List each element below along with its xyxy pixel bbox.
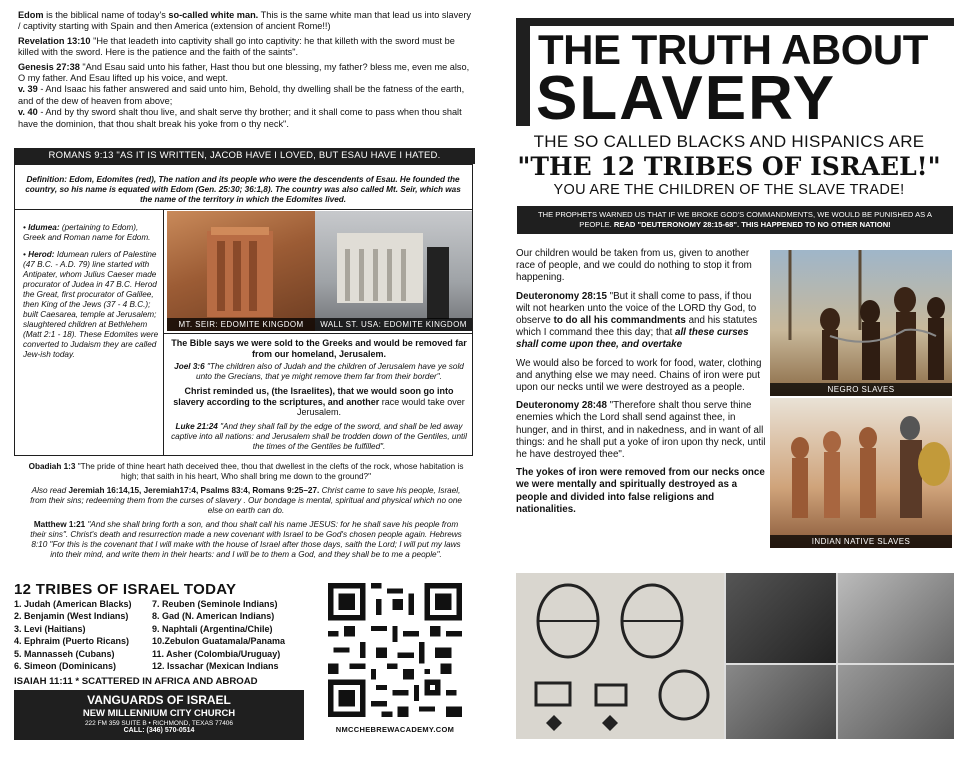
qr-code-image xyxy=(328,583,462,717)
work-text: We would also be forced to work for food, water, clothing and anything else we may need. Chains of iron were put upon our necks until we were destroyed as a people. xyxy=(516,357,762,394)
shackles-photo xyxy=(726,573,836,663)
negro-slaves-image xyxy=(770,250,952,396)
iron-masks-image xyxy=(516,573,724,739)
footer-phone: CALL: (346) 570-0514 xyxy=(123,727,195,734)
matthew-verse: Matthew 1:21 "And she shall bring forth a son, and thou shalt call his name JESUS: for he shall save his people from their sins". Christ's death and resurrection made a new covenant with Israel to be God's chosen people again. Hebrews 8:10 "For this is the covenant that I will make with the house of Israel after those days, saith the Lord; I will put my laws into their mind, and write them in their hearts: and I will be to them a God, and they shall be to me a people". xyxy=(30,520,462,559)
stock-exchange-drawing xyxy=(315,211,472,331)
footer-address: 222 FM 359 SUITE B • RICHMOND, TEXAS 77406 xyxy=(84,720,234,727)
tribe-item: 10.Zebulon Guatamala/Panama xyxy=(152,636,286,647)
romans-bar: ROMANS 9:13 "AS IT IS WRITTEN, JACOB HAVE I LOVED, BUT ESAU HAVE I HATED. xyxy=(14,148,475,164)
tribe-item: 3. Levi (Haitians) xyxy=(14,623,86,634)
footer-title: VANGUARDS OF ISRAEL xyxy=(87,693,231,707)
negro-slaves-caption: NEGRO SLAVES xyxy=(770,383,952,396)
column-divider xyxy=(163,209,164,455)
qr-url[interactable]: NMCCHEBREWACADEMY.COM xyxy=(335,725,455,734)
tribe-item: 2. Benjamin (West Indians) xyxy=(14,611,129,622)
title-frame xyxy=(516,18,954,133)
verse-39: v. 39 - And Isaac his father answered and said unto him, Behold, thy dwelling shall be the fatness of the earth, and of the dew of heaven from above; xyxy=(18,84,465,106)
captives-engraving xyxy=(838,573,954,663)
edomite-box xyxy=(14,164,473,456)
tribe-item: 1. Judah (American Blacks) xyxy=(14,599,132,609)
tribe-item: 9. Naphtali (Argentina/Chile) xyxy=(152,623,273,634)
intro-text xyxy=(18,10,476,130)
indian-slaves-image xyxy=(770,398,952,548)
tribe-item: 5. Mannasseh (Cubans) xyxy=(14,648,115,659)
mt-seir-caption: MT. SEIR: EDOMITE KINGDOM xyxy=(167,318,315,331)
native-captives-drawing xyxy=(770,398,952,548)
genesis-verse: Genesis 27:38 "And Esau said unto his father, Hast thou but one blessing, my father? bless me, even me also, O my father. And Esau lifted up his voice, and wept. xyxy=(18,61,470,84)
title-line2: SLAVERY xyxy=(536,64,836,133)
slavery-artifacts-collage xyxy=(516,573,954,739)
verse-40: v. 40 - And by thy sword shalt thou live, and shalt serve thy brother; and it shall come to pass when thou shalt have the dominion, that thou shalt break his yoke from o thy neck". xyxy=(18,107,462,129)
soldiers-photo xyxy=(726,665,836,739)
sold-section xyxy=(171,338,467,452)
petra-facade-drawing xyxy=(167,211,315,331)
subtitle-2: "THE 12 TRIBES OF ISRAEL!" xyxy=(517,152,941,181)
indian-slaves-caption: INDIAN NATIVE SLAVES xyxy=(770,535,952,548)
title-line1: THE TRUTH ABOUT xyxy=(538,26,928,73)
deut-28-15: Deuteronomy 28:15 "But it shall come to pass, if thou wilt not hearken unto the voice of the LORD thy God, to observe to do all his commandments and his statutes which I command thee this day; that all these curses shall come upon thee, and overtake xyxy=(516,290,758,351)
slave-ship-drawing xyxy=(770,250,952,396)
tribe-item: 11. Asher (Colombia/Uruguay) xyxy=(152,648,281,659)
definition-divider xyxy=(15,209,472,210)
frame-top-bar xyxy=(516,18,954,26)
iron-masks-drawing xyxy=(516,573,724,739)
tribes-col1 xyxy=(14,598,132,672)
herod-item: • Herod: Idumean rulers of Palestine (47 B.C. - A.D. 79) line started with Antipater, whom Julius Caeser made procurator of Judea in 47 B.C. Herod the Great, first procurator of Galilee, then King of the Jews (37 - 4 B.C.); built Caesarea, temple at Jerusalem; slaughtered children at Bethlehem (Matt 2:1 - 18). These Edomites were converted to Judaism they are called Jew-ish today. xyxy=(23,250,159,359)
sold-divider xyxy=(163,333,472,334)
tribe-item: 4. Ephraim (Puerto Ricans) xyxy=(14,636,130,647)
definition-text: Definition: Edom, Edomites (red), The nation and its people who were the descendents of Esau. He founded the country, so his name is equated with Edom (Gen. 25:30; 36:1,8). The country was also called Mt. Seir, which was the name of the territory in which the Edomites lived. xyxy=(25,175,461,204)
idumea-herod-list xyxy=(23,223,159,360)
wall-street-caption: WALL ST. USA: EDOMITE KINGDOM xyxy=(315,318,472,331)
tribe-item: 7. Reuben (Seminole Indians) xyxy=(152,599,278,609)
tribe-item: 6. Simeon (Dominicans) xyxy=(14,661,117,672)
also-read: Also read Jeremiah 16:14,15, Jeremiah17:4, Psalms 83:4, Romans 9:25–27. Christ came to save his people, Israel, from their sins; redeeming them from the curses of slavery . Our bondage is mental, spiritual and physical which no one else on earth can do. xyxy=(30,486,462,515)
slave-market-engraving xyxy=(838,665,954,739)
qr-code[interactable] xyxy=(328,583,462,717)
yokes-text: The yokes of iron were removed from our necks once we were mentally and spiritually destroyed as a people and divided into false religions and nationalities. xyxy=(516,467,765,515)
christ-reminder: Christ reminded us, (the Israelites), that we would soon go into slavery according to the scriptures, and another race would take over Jerusalem. xyxy=(173,386,465,417)
mt-seir-image xyxy=(167,211,315,331)
idumea-item: • Idumea: (pertaining to Edom), Greek and Roman name for Edom. xyxy=(23,223,151,242)
luke-verse: Luke 21:24 "And they shall fall by the edge of the sword, and shall be led away captive into all nations: and Jerusalem shall be trodden down of the Gentiles, until the times of the Gentiles be fulfilled". xyxy=(171,421,467,451)
deut-28-48: Deuteronomy 28:48 "Therefore shalt thou serve thine enemies which the Lord shall send against thee, in hunger, and in thirst, and in nakedness, and in want of all things: and he shall put a yoke of iron upon thy neck, until he have destroyed thee". xyxy=(516,400,766,461)
right-body xyxy=(516,248,768,516)
sold-heading: The Bible says we were sold to the Greeks and would be removed far from our homeland, Jerusalem. xyxy=(171,338,467,359)
prophets-bar: THE PROPHETS WARNED US THAT IF WE BROKE GOD'S COMMANDMENTS, WE WOULD BE PUNISHED AS A PEOPLE. READ "DEUTERONOMY 28:15-68". THIS HAPPENED TO NO OTHER NATION! xyxy=(517,206,953,234)
tribes-title: 12 TRIBES OF ISRAEL TODAY xyxy=(14,581,237,598)
subtitle-3: YOU ARE THE CHILDREN OF THE SLAVE TRADE! xyxy=(553,182,905,198)
children-text: Our children would be taken from us, given to another race of people, and we could do nothing to stop it from happening. xyxy=(516,248,752,284)
intro-paragraph: Edom is the biblical name of today's so-called white man. This is the same white man that lead us into slavery / captivity starting with Spain and then America (extension of ancient Rome!!) xyxy=(18,10,472,32)
tribe-item: 12. Issachar (Mexican Indians xyxy=(152,661,279,672)
joel-verse: Joel 3:6 "The children also of Judah and the children of Jerusalem have ye sold unto the Grecians, that ye might remove them far from their border". xyxy=(174,362,464,381)
revelation-verse: Revelation 13:10 "He that leadeth into captivity shall go into captivity: he that killeth with the sword must be killed with the sword. Here is the patience and the faith of the saints". xyxy=(18,35,455,58)
isaiah-line: ISAIAH 11:11 * SCATTERED IN AFRICA AND ABROAD xyxy=(14,676,258,687)
tribe-item: 8. Gad (N. American Indians) xyxy=(152,611,275,622)
footer-church: NEW MILLENNIUM CITY CHURCH xyxy=(82,708,236,719)
frame-left-bar xyxy=(516,18,530,126)
obadiah-section xyxy=(26,462,466,560)
obadiah-verse: Obadiah 1:3 "The pride of thine heart hath deceived thee, thou that dwellest in the clefts of the rock, whose habitation is high; that saith in his heart, Who shall bring me down to the ground?" xyxy=(28,462,464,481)
footer-bar xyxy=(14,690,304,740)
subtitle-1: THE SO CALLED BLACKS AND HISPANICS ARE xyxy=(533,132,925,151)
wall-street-image xyxy=(315,211,472,331)
tribes-col2 xyxy=(152,598,285,672)
